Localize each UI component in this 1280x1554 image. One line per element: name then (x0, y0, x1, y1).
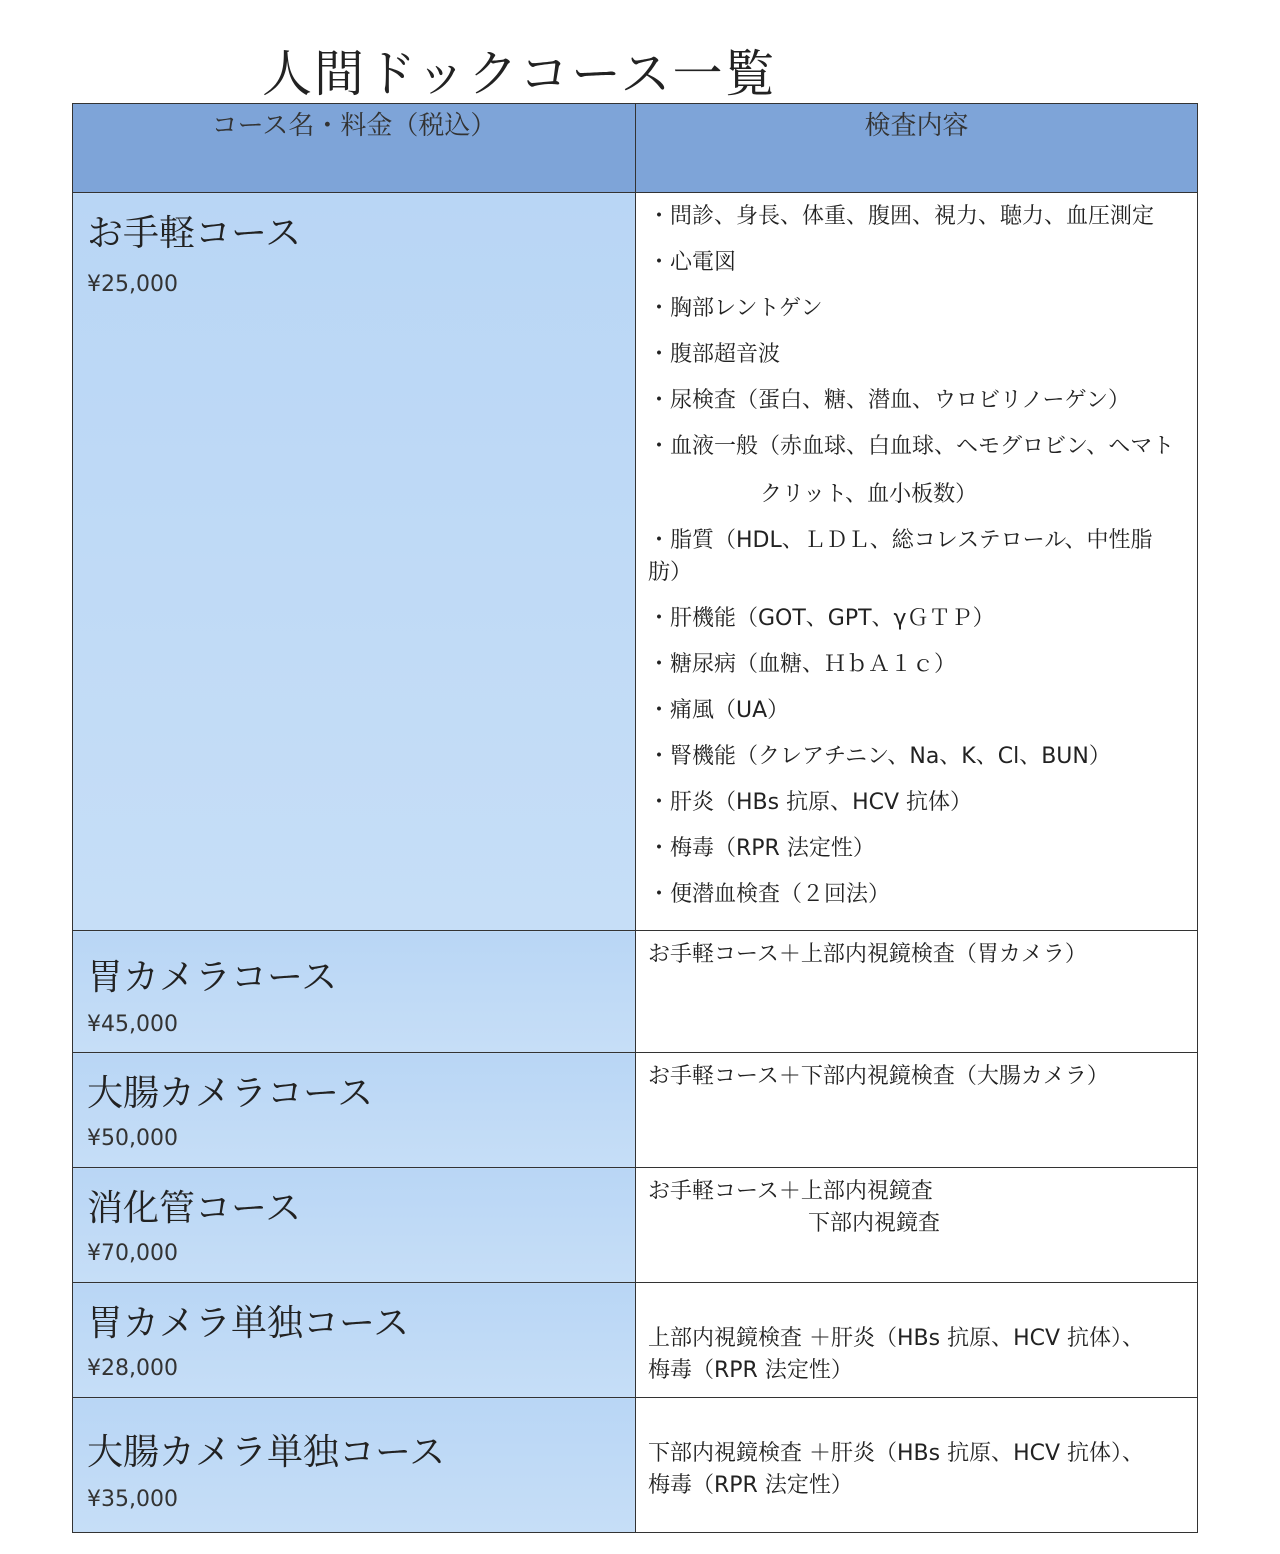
page-title: 人間ドックコース一覧 (262, 45, 777, 103)
course-detail-cell (636, 193, 1198, 931)
course-detail-line2: 下部内視鏡査 (808, 1211, 941, 1236)
exam-item: ・肝機能（GOT、GPT、γＧＴＰ） (648, 606, 995, 631)
exam-item: ・脂質（HDL、ＬＤＬ、総コレステロール、中性脂肪） (648, 528, 1153, 585)
course-name-cell (73, 1283, 636, 1398)
exam-item: ・肝炎（HBs 抗原、HCV 抗体） (648, 790, 973, 815)
course-detail: お手軽コース＋上部内視鏡検査（胃カメラ） (648, 942, 1087, 967)
course-name-cell (73, 193, 636, 931)
course-detail-cell (636, 931, 1198, 1053)
course-price: ¥45,000 (87, 1012, 178, 1037)
course-detail-cell (636, 1053, 1198, 1168)
course-name: 消化管コース (87, 1188, 302, 1229)
exam-item: ・胸部レントゲン (648, 296, 823, 321)
course-name-cell (73, 1168, 636, 1283)
exam-item: ・腹部超音波 (648, 342, 781, 367)
exam-item: ・便潜血検査（２回法） (648, 882, 891, 907)
course-detail: 下部内視鏡検査 ＋肝炎（HBs 抗原、HCV 抗体）、 梅毒（RPR 法定性） (648, 1441, 1145, 1498)
exam-item (648, 431, 1185, 511)
course-detail: お手軽コース＋上部内視鏡査 (648, 1179, 933, 1204)
header-course: コース名・料金（税込） (73, 104, 636, 193)
exam-item: ・梅毒（RPR 法定性） (648, 836, 875, 861)
exam-item-text: ・血液一般（赤血球、白血球、ヘモグロビン、ヘマト (648, 434, 1175, 459)
table-row (73, 1398, 1198, 1533)
course-detail: お手軽コース＋下部内視鏡検査（大腸カメラ） (648, 1064, 1109, 1089)
course-name-cell (73, 931, 636, 1053)
course-price: ¥35,000 (87, 1487, 178, 1512)
exam-list (648, 201, 1185, 911)
course-detail: 上部内視鏡検査 ＋肝炎（HBs 抗原、HCV 抗体）、 梅毒（RPR 法定性） (648, 1326, 1145, 1383)
course-detail-cell (636, 1168, 1198, 1283)
course-name-cell (73, 1398, 636, 1533)
exam-item: ・糖尿病（血糖、ＨｂＡ１ｃ） (648, 652, 957, 677)
table-row (73, 1168, 1198, 1283)
course-table (72, 103, 1198, 1533)
table-header-row (73, 104, 1198, 193)
table-row (73, 193, 1198, 931)
course-detail-cell (636, 1283, 1198, 1398)
course-name-cell (73, 1053, 636, 1168)
course-name: 大腸カメラ単独コース (87, 1432, 446, 1473)
course-price: ¥28,000 (87, 1356, 178, 1381)
exam-item: ・腎機能（クレアチニン、Na、K、Cl、BUN） (648, 744, 1111, 769)
header-content: 検査内容 (636, 104, 1198, 193)
course-price: ¥70,000 (87, 1241, 178, 1266)
table-row (73, 1283, 1198, 1398)
exam-item: ・問診、身長、体重、腹囲、視力、聴力、血圧測定 (648, 204, 1155, 229)
exam-item: ・尿検査（蛋白、糖、潜血、ウロビリノーゲン） (648, 388, 1131, 413)
course-name: 胃カメラコース (87, 957, 338, 998)
course-name: お手軽コース (87, 213, 302, 254)
table-row (73, 931, 1198, 1053)
exam-item-continuation: クリット、血小板数） (760, 482, 978, 507)
table-row (73, 1053, 1198, 1168)
course-name: 胃カメラ単独コース (87, 1303, 410, 1344)
exam-item: ・心電図 (648, 250, 737, 275)
course-price: ¥25,000 (87, 272, 178, 297)
course-detail-cell (636, 1398, 1198, 1533)
course-price: ¥50,000 (87, 1126, 178, 1151)
exam-item: ・痛風（UA） (648, 698, 790, 723)
course-name: 大腸カメラコース (87, 1073, 374, 1114)
